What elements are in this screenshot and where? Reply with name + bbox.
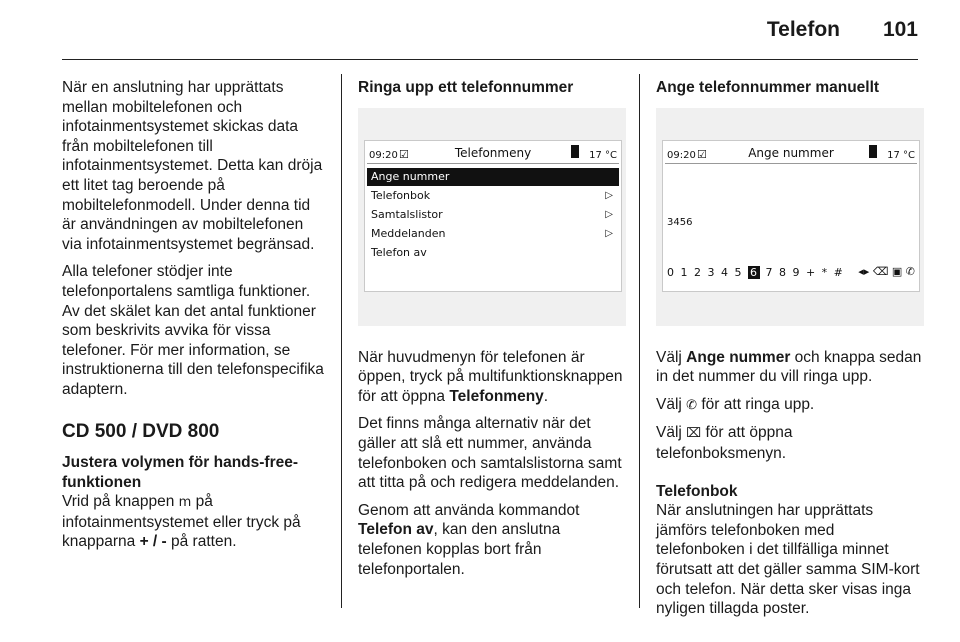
page-number: 101 xyxy=(882,18,918,41)
screen-divider xyxy=(665,163,917,164)
menu-item-meddelanden: Meddelanden ▷ xyxy=(367,225,619,243)
connection-icon: ☑ xyxy=(399,147,409,161)
page-header xyxy=(0,0,960,62)
chevron-right-icon: ▷ xyxy=(605,208,613,220)
screen-title: Ange nummer xyxy=(748,145,834,160)
subsection-heading: Ringa upp ett telefonnummer xyxy=(358,79,574,96)
column-divider xyxy=(639,74,640,608)
paragraph: Välj Ange nummer och knappa sedan in det nummer du vill ringa upp. xyxy=(656,348,922,386)
clock: 09:20 xyxy=(369,149,398,161)
knob-icon: m xyxy=(178,495,192,511)
phonebook-icon: ▣ xyxy=(891,264,903,278)
column-1 xyxy=(62,78,326,560)
phone-icon xyxy=(571,145,579,158)
phone-menu xyxy=(367,168,619,263)
menu-item-samtalslistor: Samtalslistor ▷ xyxy=(367,206,619,224)
status-bar xyxy=(365,141,621,163)
digit-row: 0 1 2 3 4 5 6 7 8 9 + * # xyxy=(667,265,845,279)
display-screen xyxy=(364,140,622,292)
paragraph: När en anslutning har upprättats mellan mobiltelefonen och infotainmentsystemet skickas data från mobiltelefonen till infotainmentsystemet. Detta kan dröja ett litet tag beroende på mobiltelefonmodell. Under denna tid är användningen av mobiltelefonen via infotainmentsystemet begränsad. xyxy=(62,79,323,253)
call-icon: ✆ xyxy=(686,397,698,413)
paragraph: Alla telefoner stödjer inte telefonportalens samtliga funktioner. Av det skälet kan det antal funktioner som beskrivits avvika för vissa telefoner. För mer information, se instruktionerna till den telefonspecifika adaptern. xyxy=(62,263,324,398)
phonebook-icon: ⌧ xyxy=(686,426,702,442)
selected-digit: 6 xyxy=(749,265,759,279)
temperature: 17 °C xyxy=(887,149,915,161)
backspace-icon: ⌫ xyxy=(872,264,889,278)
paragraph: När anslutningen har upprättats jämförs telefonboken med telefonboken i det tillfälliga minnet förutsatt att det gäller samma SIM-kort och telefon. När detta sker visas inga nyligen tillagda poster. xyxy=(656,502,920,618)
screenshot-phone-menu xyxy=(358,108,626,326)
chevron-right-icon: ▷ xyxy=(605,227,613,239)
header-divider xyxy=(62,59,918,60)
entered-number: 3456 xyxy=(667,216,693,228)
subsection-heading: Justera volymen för hands-free-funktionen xyxy=(62,454,299,491)
column-2 xyxy=(358,78,626,587)
screen-divider xyxy=(367,163,619,164)
menu-item-telefon-av: Telefon av xyxy=(371,245,427,259)
action-icons xyxy=(858,262,915,282)
display-screen xyxy=(662,140,920,292)
subsection-heading: Ange telefonnummer manuellt xyxy=(656,79,880,96)
screenshot-enter-number xyxy=(656,108,924,326)
menu-item-ange-nummer: Ange nummer xyxy=(367,168,619,186)
section-heading: CD 500 / DVD 800 xyxy=(62,420,220,442)
connection-icon: ☑ xyxy=(697,147,707,161)
chevron-right-icon: ▷ xyxy=(605,189,613,201)
screen-title: Telefonmeny xyxy=(454,145,532,160)
phone-icon xyxy=(869,145,877,158)
paragraph: Genom att använda kommandot Telefon av, kan den anslutna telefonen kopplas bort från telefonportalen. xyxy=(358,501,580,578)
menu-item-telefonbok: Telefonbok ▷ xyxy=(367,187,619,205)
column-3 xyxy=(656,78,924,627)
paragraph: Vrid på knappen m på infotainmentsystemet eller tryck på knapparna + / - på ratten. xyxy=(62,493,301,551)
section-title: Telefon xyxy=(766,18,840,41)
clock: 09:20 xyxy=(667,149,696,161)
paragraph: Välj ✆ för att ringa upp. xyxy=(656,395,815,413)
paragraph: Det finns många alternativ när det gäller att slå ett nummer, använda telefonboken och samtalslistorna samt att titta på och redigera meddelanden. xyxy=(358,415,622,492)
paragraph: När huvudmenyn för telefonen är öppen, tryck på multifunktionsknappen för att öppna Telefonmeny. xyxy=(358,348,623,405)
paragraph: Välj ⌧ för att öppna telefonboksmenyn. xyxy=(656,424,793,462)
steering-keys: + / - xyxy=(139,533,167,551)
temperature: 17 °C xyxy=(589,149,617,161)
subsection-heading: Telefonbok xyxy=(656,482,738,500)
cursor-arrows-icon: ◂▸ xyxy=(858,264,870,278)
status-bar xyxy=(663,141,919,163)
column-divider xyxy=(341,74,342,608)
call-icon: ✆ xyxy=(905,264,915,278)
